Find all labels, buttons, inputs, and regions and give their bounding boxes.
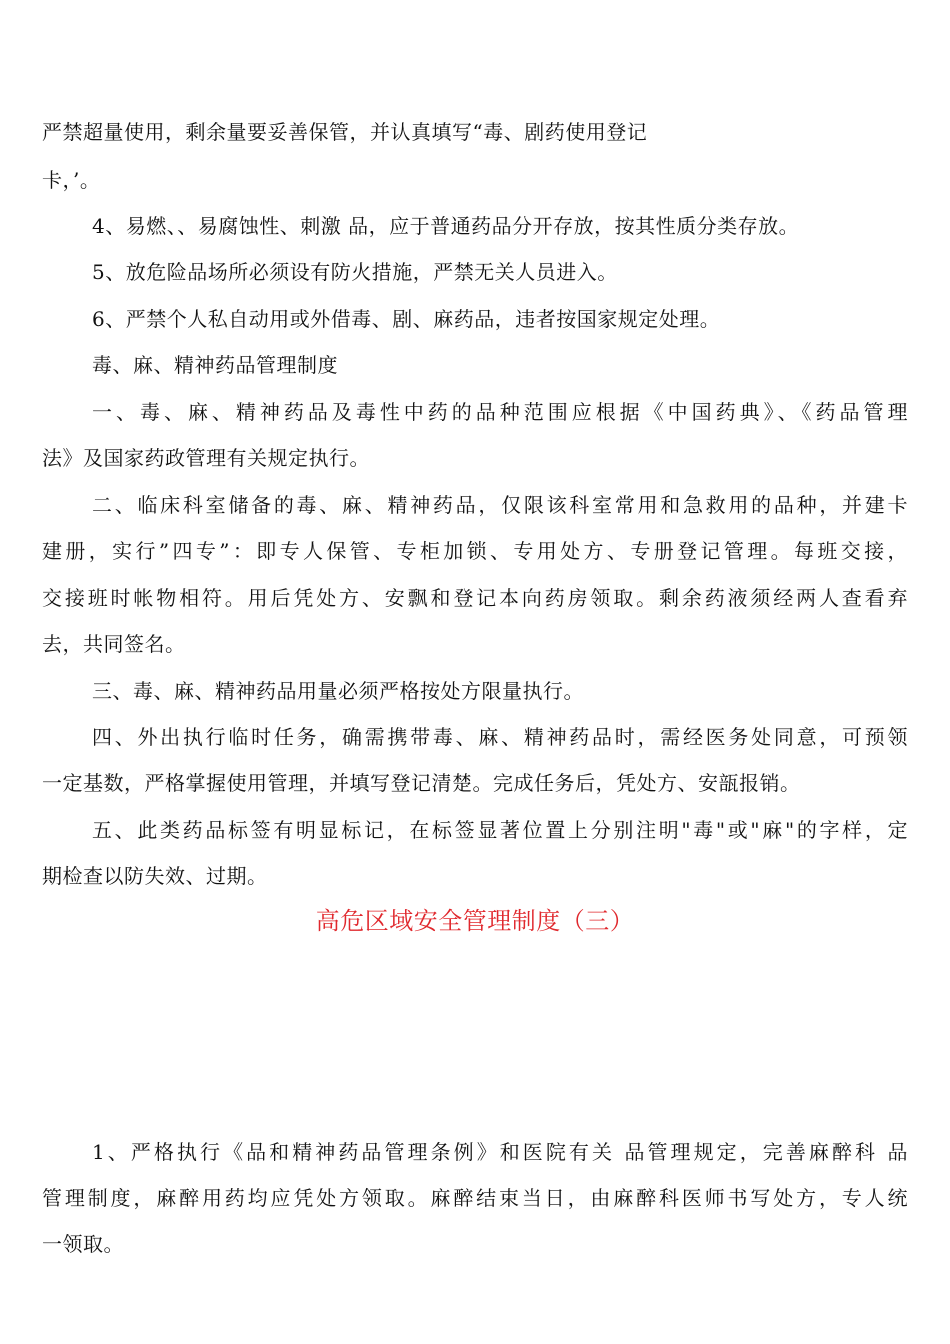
paragraph-5-line-1: 五、此类药品标签有明显标记，在标签显著位置上分别注明"毒"或"麻"的字样，定: [92, 818, 908, 842]
paragraph-2-line-2: 建册，实行”四专”：即专人保管、专柜加锁、专用处方、专册登记管理。每班交接，: [42, 539, 908, 563]
paragraph-line: 卡，’。: [42, 168, 101, 192]
paragraph-4-line-1: 四、外出执行临时任务，确需携带毒、麻、精神药品时，需经医务处同意，可预领: [92, 725, 908, 749]
paragraph-line: 严禁超量使用，剩余量要妥善保管，并认真填写“毒、剧药使用登记: [42, 120, 648, 144]
paragraph-2-line-4: 去，共同签名。: [42, 632, 186, 656]
paragraph-2-line-3: 交接班时帐物相符。用后凭处方、安飘和登记本向药房领取。剩余药液须经两人查看弃: [42, 586, 908, 610]
paragraph-1-line-1: 一、毒、麻、精神药品及毒性中药的品种范围应根据《中国药典》、《药品管理: [92, 400, 908, 424]
section-heading: 毒、麻、精神药品管理制度: [92, 353, 338, 377]
paragraph-4-line-2: 一定基数，严格掌握使用管理，并填写登记清楚。完成任务后，凭处方、安瓿报销。: [42, 771, 801, 795]
paragraph-2-line-1: 二、临床科室储备的毒、麻、精神药品，仅限该科室常用和急救用的品种，并建卡: [92, 493, 908, 517]
list-item-5: 5、放危险品场所必须设有防火措施，严禁无关人员进入。: [92, 260, 618, 284]
section3-paragraph-line-2: 管理制度，麻醉用药均应凭处方领取。麻醉结束当日，由麻醉科医师书写处方，专人统: [42, 1186, 908, 1210]
paragraph-1-line-2: 法》及国家药政管理有关规定执行。: [42, 446, 370, 470]
section-title: 高危区域安全管理制度（三）: [315, 907, 635, 935]
list-item-6: 6、严禁个人私自动用或外借毒、剧、麻药品，违者按国家规定处理。: [92, 307, 721, 331]
paragraph-5-line-2: 期检查以防失效、过期。: [42, 864, 268, 888]
paragraph-3-line-1: 三、毒、麻、精神药品用量必须严格按处方限量执行。: [92, 679, 584, 703]
section3-paragraph-line-1: 1、严格执行《品和精神药品管理条例》和医院有关 品管理规定，完善麻醉科 品: [92, 1140, 908, 1164]
list-item-4: 4、易燃、、易腐蚀性、刺激 品，应于普通药品分开存放，按其性质分类存放。: [92, 214, 800, 238]
section3-paragraph-line-3: 一领取。: [42, 1232, 124, 1256]
